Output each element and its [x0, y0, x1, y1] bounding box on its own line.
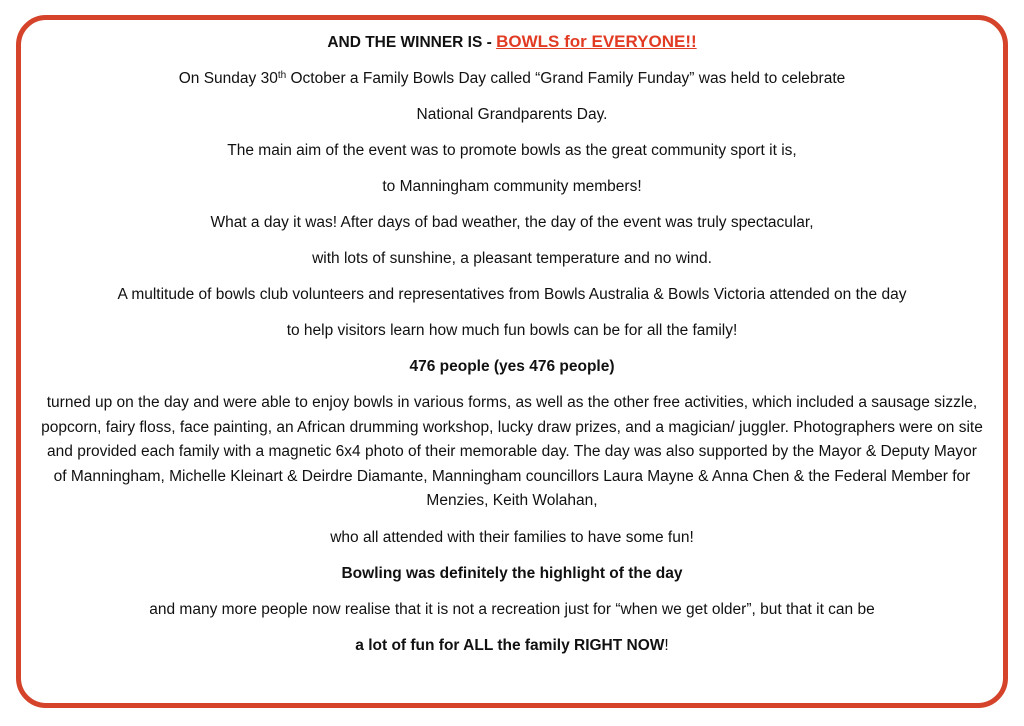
highlight-heading: Bowling was definitely the highlight of the day	[341, 564, 683, 582]
headline-prefix: AND THE WINNER IS -	[327, 34, 497, 51]
intro-line	[41, 67, 983, 91]
text-line: A multitude of bowls club volunteers and representatives from Bowls Australia & Bowls Victoria attended on the day	[117, 286, 907, 303]
intro-before: On Sunday 30	[178, 70, 278, 87]
text-line: to help visitors learn how much fun bowls can be for all the family!	[286, 322, 738, 339]
closing-bold: a lot of fun for ALL the family RIGHT NOW	[355, 636, 665, 654]
text-line: with lots of sunshine, a pleasant temperature and no wind.	[312, 250, 712, 267]
document-frame	[16, 15, 1008, 708]
attendance-heading: 476 people (yes 476 people)	[409, 358, 615, 375]
intro-after: October a Family Bowls Day called “Grand Family Funday” was held to celebrate	[286, 70, 846, 87]
text-line: The main aim of the event was to promote bowls as the great community sport it is,	[227, 142, 797, 159]
closing-end: !	[664, 636, 669, 654]
document-content	[41, 30, 983, 670]
text-line: What a day it was! After days of bad weather, the day of the event was truly spectacular,	[210, 214, 814, 231]
closing-line	[41, 634, 983, 658]
headline-highlight: BOWLS for EVERYONE!!	[496, 32, 697, 51]
headline	[41, 30, 983, 55]
text-line: National Grandparents Day.	[416, 106, 608, 123]
intro-ordinal: th	[277, 70, 287, 81]
text-line: to Manningham community members!	[382, 178, 642, 195]
activities-paragraph: turned up on the day and were able to enjoy bowls in various forms, as well as the other free activities, which included a sausage sizzle, popcorn, fairy floss, face painting, an African drumming workshop, lucky draw prizes, and a magician/ juggler. Photographers were on site and provided each family with a magnetic 6x4 photo of their memorable day. The day was also supported by the Mayor & Deputy Mayor of Manningham, Michelle Kleinart & Deirdre Diamante, Manningham councillors Laura Mayne & Anna Chen & the Federal Member for Menzies, Keith Wolahan,	[41, 394, 983, 509]
families-line: who all attended with their families to have some fun!	[330, 528, 694, 546]
realise-line: and many more people now realise that it is not a recreation just for “when we get older”, but that it can be	[149, 600, 875, 618]
